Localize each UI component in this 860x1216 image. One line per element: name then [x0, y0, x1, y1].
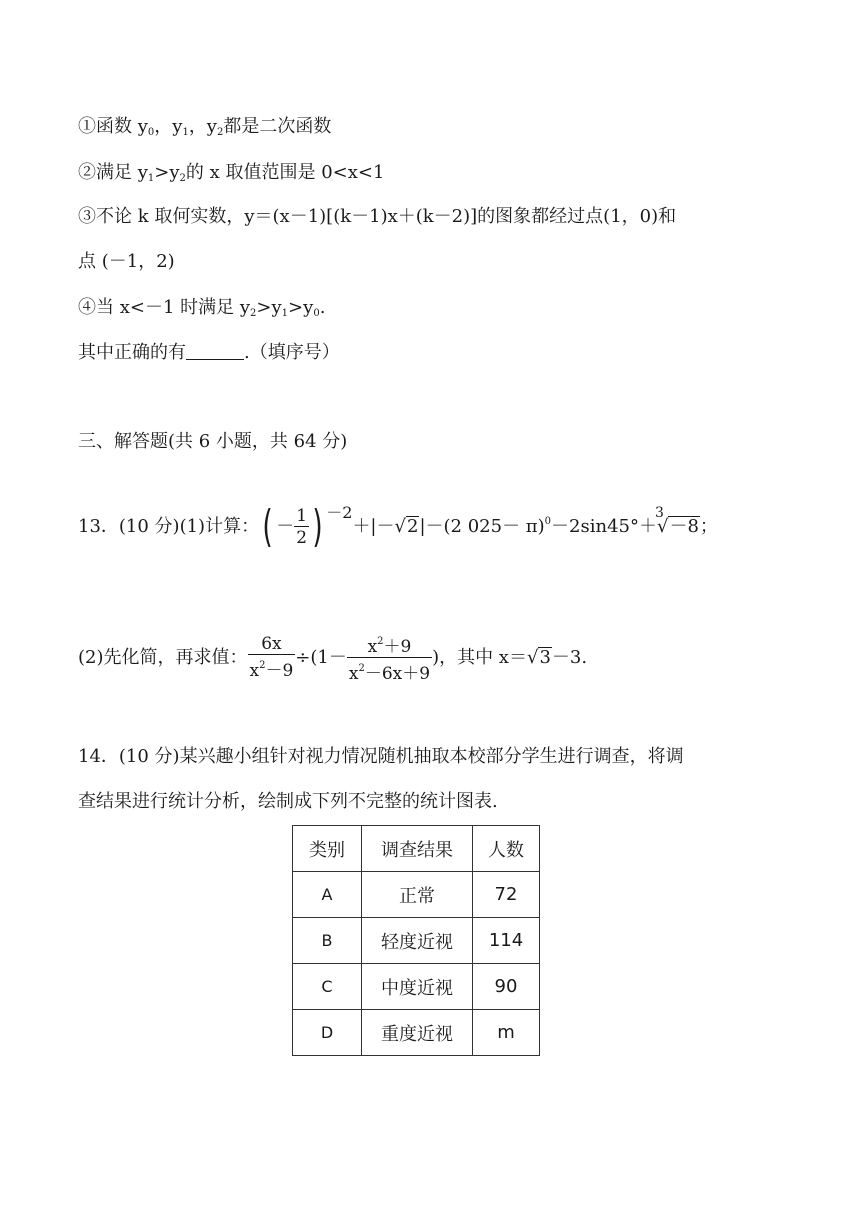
- s2-text-c: 的 x 取值范围是 0<x<1: [185, 162, 385, 183]
- fraction-2: [347, 632, 432, 685]
- frac-denominator: 2: [296, 527, 308, 548]
- f1-den-a: x: [249, 661, 260, 681]
- answer-prompt-text: 其中正确的有: [78, 342, 186, 363]
- q13-prefix: 13．(10 分)(1)计算：: [78, 516, 260, 537]
- sqrt3-symbol: √: [526, 647, 539, 668]
- f1-denominator: [248, 654, 296, 682]
- statement-2: [78, 161, 384, 191]
- cell-count: m: [473, 1010, 540, 1056]
- s4-text-c: >y: [288, 297, 314, 318]
- q13-end: ；: [699, 516, 718, 537]
- q14-line2: 查结果进行统计分析，绘制成下列不完整的统计图表.: [78, 791, 498, 812]
- right-paren: ): [312, 501, 323, 552]
- cell-result: 轻度近视: [362, 918, 473, 964]
- cell-count: 90: [473, 964, 540, 1010]
- statement-3-cont: 点 (－1，2): [78, 251, 175, 272]
- cell-category: A: [293, 872, 362, 918]
- statement-3: ③不论 k 取何实数，y＝(x－1)[(k－1)x＋(k－2)]的图象都经过点(1，0)和: [78, 206, 677, 227]
- cbrt-symbol: √: [656, 516, 669, 537]
- f2-den-b: －6x＋9: [364, 663, 431, 684]
- table-row: [293, 1010, 540, 1056]
- sqrt-2-radicand: 2: [407, 516, 419, 537]
- table-row: [293, 872, 540, 918]
- fraction-1: [248, 634, 296, 682]
- cell-result: 重度近视: [362, 1010, 473, 1056]
- f2-num-a: x: [367, 636, 378, 657]
- neg2-exponent: －2: [326, 503, 353, 522]
- f2-numerator: [347, 632, 432, 657]
- sqrt-3-radicand: 3: [539, 647, 551, 668]
- cell-category: C: [293, 964, 362, 1010]
- f2-den-a: x: [348, 663, 359, 684]
- s2-sub1: 1: [147, 173, 155, 184]
- header-count: 人数: [473, 826, 540, 872]
- cell-count: 72: [473, 872, 540, 918]
- f1-numerator: 6x: [261, 634, 282, 654]
- q13-minus: －: [276, 516, 295, 537]
- s1-text-b: ，y: [154, 116, 183, 137]
- s4-text-d: .: [319, 297, 326, 318]
- q13-part1: [78, 485, 718, 552]
- left-paren: (: [262, 501, 273, 552]
- frac-numerator: 1: [296, 505, 308, 526]
- cell-count: 114: [473, 918, 540, 964]
- div-sign: ÷(1－: [295, 647, 347, 668]
- sqrt-2: [395, 499, 420, 555]
- q13-part2: [78, 630, 587, 686]
- answer-blank: [186, 343, 244, 360]
- f2-num-exp: 2: [377, 635, 384, 647]
- zero-exponent: 0: [544, 516, 552, 527]
- abs-part-a: ＋|－: [352, 516, 395, 537]
- s1-sub2: 2: [216, 127, 224, 138]
- table-row: [293, 964, 540, 1010]
- f2-den-exp: 2: [358, 662, 365, 674]
- cube-index: 3: [654, 505, 664, 521]
- s4-text-a: ④当 x<－1 时满足 y: [78, 297, 251, 318]
- q13-tail: －2sin45°＋: [551, 516, 657, 537]
- s1-text-d: 都是二次函数: [223, 116, 332, 137]
- section-heading: 三、解答题(共 6 小题，共 64 分): [78, 431, 348, 452]
- table-header-row: [293, 826, 540, 872]
- cube-radicand: －8: [669, 516, 699, 537]
- half-fraction: [294, 506, 309, 549]
- f1-den-exp: 2: [259, 660, 266, 671]
- table-row: [293, 918, 540, 964]
- answer-prompt: [78, 341, 340, 365]
- sqrt-symbol: √: [394, 516, 406, 537]
- answer-prompt-tail: .（填序号）: [244, 342, 340, 363]
- f2-num-b: ＋9: [383, 636, 412, 657]
- header-category: 类别: [293, 826, 362, 872]
- s4-sub0: 0: [313, 308, 320, 319]
- q13-tail2: －3.: [551, 647, 588, 668]
- s2-text-a: ②满足 y: [78, 162, 148, 183]
- s2-text-b: >y: [154, 162, 180, 183]
- cell-result: 中度近视: [362, 964, 473, 1010]
- statement-1: [78, 115, 331, 145]
- s1-text-a: ①函数 y: [78, 116, 148, 137]
- survey-table: [292, 825, 540, 1056]
- cell-category: D: [293, 1010, 362, 1056]
- q14-line1: 14．(10 分)某兴趣小组针对视力情况随机抽取本校部分学生进行调查，将调: [78, 746, 684, 767]
- s1-text-c: ，y: [188, 116, 217, 137]
- header-result: 调查结果: [362, 826, 473, 872]
- s2-sub2: 2: [179, 173, 186, 184]
- q13-close: )，其中 x＝: [432, 647, 527, 668]
- f2-denominator: [347, 657, 432, 685]
- s1-sub0: 0: [147, 127, 155, 138]
- cell-category: B: [293, 918, 362, 964]
- q13-part2-prefix: (2)先化简，再求值：: [78, 647, 248, 668]
- s4-text-b: >y: [256, 297, 282, 318]
- sqrt-3: [527, 630, 552, 686]
- s4-sub2: 2: [250, 308, 257, 319]
- abs-part-b: |－(2 025－ π): [419, 516, 545, 537]
- s4-sub1: 1: [281, 308, 289, 319]
- cube-root: [654, 499, 700, 555]
- s1-sub1: 1: [182, 127, 189, 138]
- cell-result: 正常: [362, 872, 473, 918]
- f1-den-b: －9: [265, 661, 294, 681]
- statement-4: [78, 296, 325, 326]
